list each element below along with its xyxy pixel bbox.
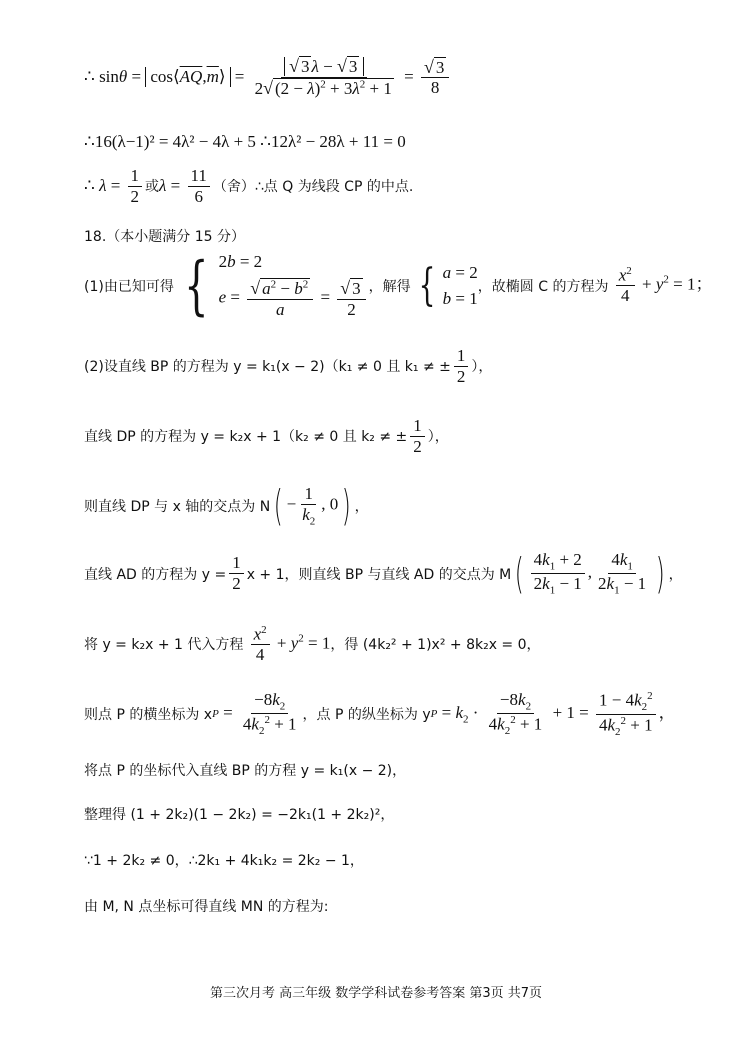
solution-line-lambda-values: ∴ λ = $\frac{1}{2}$ 或 λ = $\frac{11}{6}$ （舍）∴点 Q 为线段 CP 的中点. <box>84 166 414 206</box>
solution-line-sin-theta: ∴ sin θ = $\cos⟨\overline{AQ},\overline{m}⟩$ = $\frac{√ 3 \lambda - √ 3}{2√ (2 - \lambda)^2 + 3\lambda^2 + 1}$ = $\frac{√ 3}{8}$ <box>84 56 452 98</box>
solution-line-lambda-equation: ∴16(λ−1)² = 4λ² − 4λ + 5 ∴12λ² − 28λ + 11 = 0 <box>84 132 406 151</box>
question-18-header: 18.（本小题满分 15 分） <box>84 229 245 245</box>
part-2-simplify: 整理得 (1 + 2k₂)(1 − 2k₂) = −2k₁(1 + 2k₂)²， <box>84 807 395 823</box>
part-2-relation: ∵1 + 2k₂ ≠ 0，∴2k₁ + 4k₁k₂ = 2k₂ − 1， <box>84 853 364 869</box>
part-2-substitution: 将 y = k₂x + 1 代入方程 $\frac{x^2}{4}$ + $y^2 = 1$ ，得 (4k₂² + 1)x² + 8k₂x = 0， <box>84 624 541 665</box>
part-2-point-m: 直线 AD 的方程为 y = $\frac{1}{2}$ x + 1，则直线 BP 与直线 AD 的交点为 M ( $\frac{4k_1 + 2}{2k_1 - 1}$ , $\frac{4k_1}{2k_1 - 1}$ ) ， <box>84 548 683 598</box>
part-2-point-n: 则直线 DP 与 x 轴的交点为 N ( − $\frac{1}{k_2}$ , 0 ) ， <box>84 480 369 530</box>
part-2-substitute-p: 将点 P 的坐标代入直线 BP 的方程 y = k₁(x − 2)， <box>84 763 407 779</box>
part-2-line-mn: 由 M, N 点坐标可得直线 MN 的方程为: <box>84 899 329 915</box>
part-1-system: (1)由已知可得 { 2b = 2 e = $\frac{√ a^2 - b^2}{a}$ = $\frac{√ 3}{2}$ ，解得 { a = 2 b = 1 ，故椭圆 C 的方程为 $\frac{x^2}{4}$ + $y^2 = 1$； <box>84 248 713 323</box>
page-footer: 第三次月考 高三年级 数学学科试卷参考答案 第3页 共7页 <box>209 986 543 1001</box>
part-2-line-bp: (2)设直线 BP 的方程为 y = k₁(x − 2)（k₁ ≠ 0 且 k₁ ≠ ± $\frac{1}{2}$ ）， <box>84 346 493 386</box>
sin-theta-fraction: $\frac{√ 3 \lambda - √ 3}{2√ (2 - \lambda)^2 + 3\lambda^2 + 1}$ <box>254 56 392 98</box>
part-2-point-p-coords: 则点 P 的横坐标为 x P = $\frac{-8k_2}{4k_2^2 + 1}$ ，点 P 的纵坐标为 y P = $k_2$ · $\frac{-8k_2}{4k_2^2 + 1}$ + 1 = $\frac{1 - 4k_2^2}{4k_2^2 + 1}$ ， <box>84 690 676 738</box>
part-2-line-dp: 直线 DP 的方程为 y = k₂x + 1（k₂ ≠ 0 且 k₂ ≠ ± $\frac{1}{2}$ ）， <box>84 416 449 456</box>
